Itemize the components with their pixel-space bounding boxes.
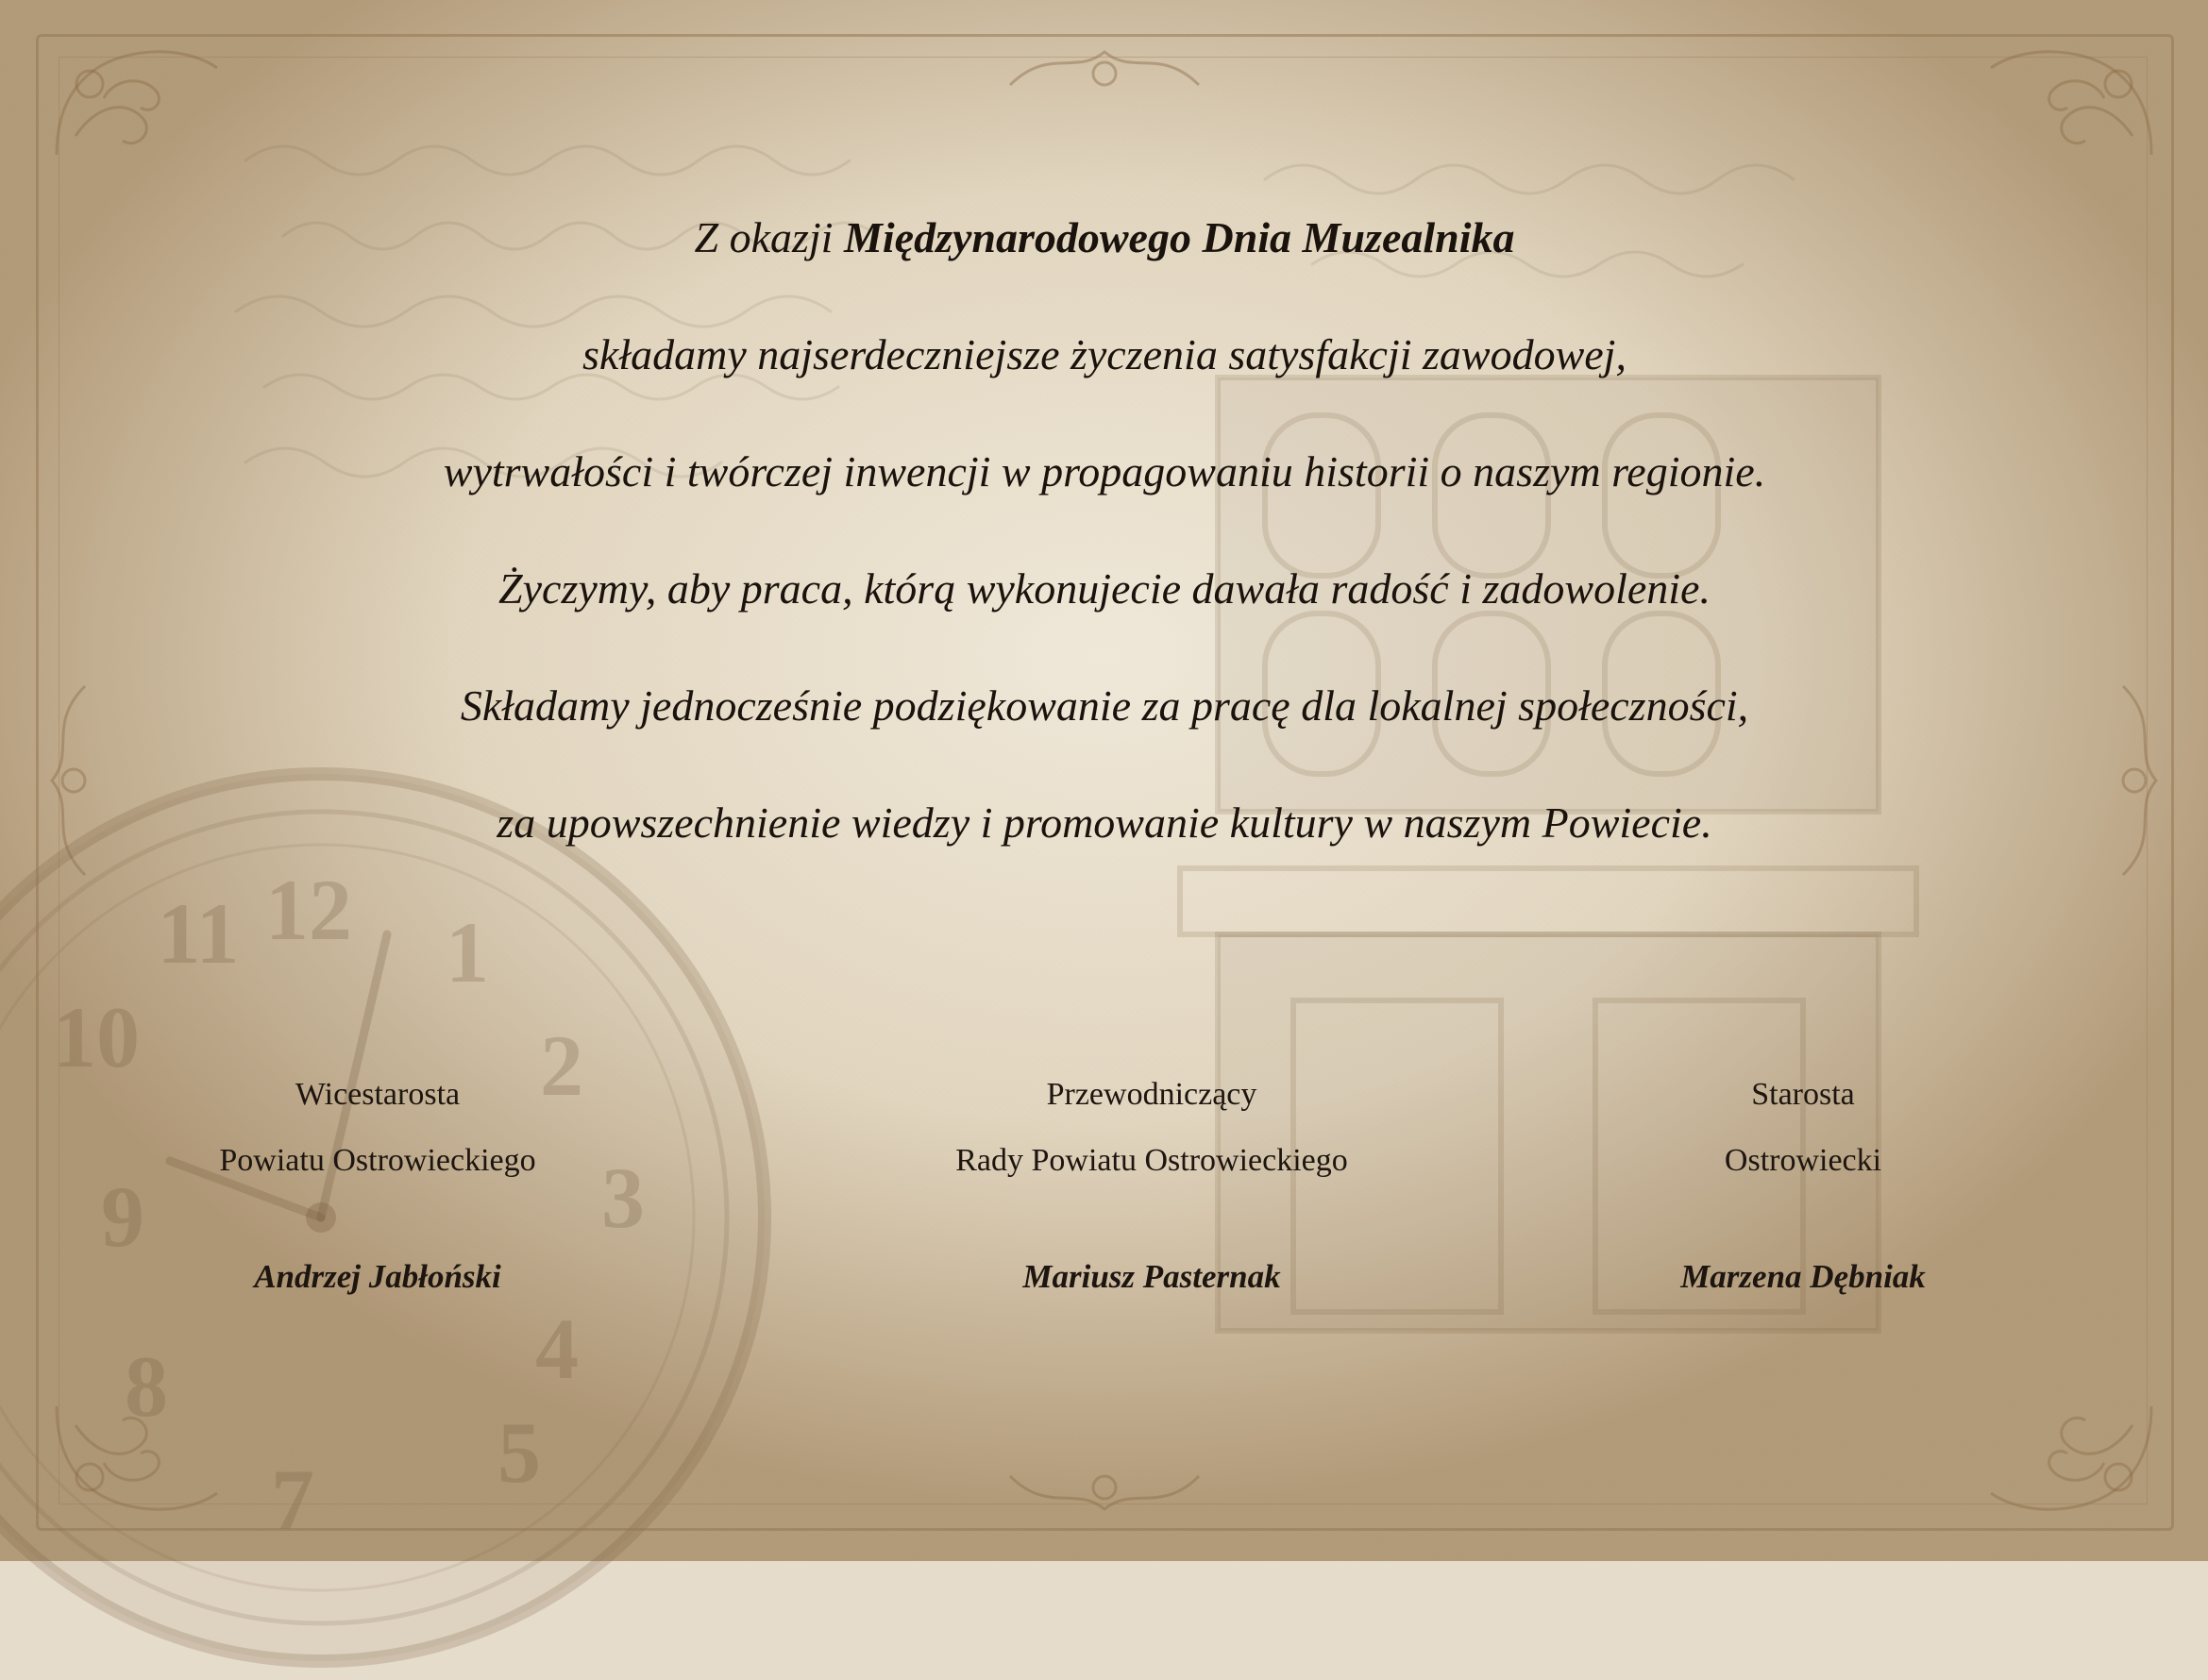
- signatory-name: Andrzej Jabłoński: [254, 1258, 501, 1295]
- bottom-ornament-icon: [1001, 1457, 1208, 1523]
- corner-ornament-icon: [1981, 1397, 2161, 1520]
- greeting-line-5: Składamy jednocześnie podziękowanie za pracę dla lokalnej społeczności,: [460, 681, 1749, 730]
- clock-numeral: 10: [53, 989, 140, 1085]
- signature-block-vice-starost: [170, 1062, 585, 1296]
- clock-numeral: 2: [540, 1017, 583, 1114]
- clock-numeral: 5: [497, 1404, 541, 1501]
- signatory-name: Marzena Dębniak: [1680, 1258, 1926, 1295]
- clock-numeral: 4: [535, 1301, 579, 1397]
- signature-block-starost: [1624, 1062, 1982, 1296]
- greeting-line-3: wytrwałości i twórczej inwencji w propagowaniu historii o naszym regionie.: [443, 447, 1766, 496]
- clock-numeral: 11: [157, 885, 240, 982]
- signatory-title: Przewodniczący: [1046, 1077, 1257, 1112]
- signature-block-council-chair: [897, 1062, 1407, 1296]
- greeting-text: [160, 179, 2048, 882]
- corner-ornament-icon: [47, 42, 227, 164]
- signatory-title: Wicestarosta: [295, 1077, 461, 1112]
- signatory-office: Powiatu Ostrowieckiego: [219, 1143, 536, 1178]
- top-ornament-icon: [1001, 38, 1208, 104]
- signatory-office: Rady Powiatu Ostrowieckiego: [955, 1143, 1348, 1178]
- clock-numeral: 12: [265, 862, 352, 958]
- clock-numeral: 8: [125, 1338, 168, 1435]
- clock-numeral: 7: [271, 1452, 314, 1548]
- signatory-title: Starosta: [1751, 1077, 1855, 1112]
- greeting-line-6: za upowszechnienie wiedzy i promowanie kultury w naszym Powiecie.: [497, 798, 1712, 847]
- clock-numeral: 3: [601, 1150, 645, 1246]
- corner-ornament-icon: [47, 1397, 227, 1520]
- signatory-office: Ostrowiecki: [1724, 1143, 1882, 1178]
- occasion-name: Międzynarodowego Dnia Muzealnika: [843, 213, 1515, 261]
- signatory-name: Mariusz Pasternak: [1022, 1258, 1281, 1295]
- side-ornament-icon: [38, 677, 104, 884]
- greeting-line-1: [160, 179, 2048, 296]
- greeting-line-4: Życzymy, aby praca, którą wykonujecie dawała radość i zadowolenie.: [498, 564, 1711, 613]
- corner-ornament-icon: [1981, 42, 2161, 164]
- greeting-prefix: Z okazji: [694, 213, 844, 261]
- clock-numeral: 9: [101, 1168, 144, 1265]
- side-ornament-icon: [2104, 677, 2170, 884]
- greeting-line-2: składamy najserdeczniejsze życzenia satysfakcji zawodowej,: [582, 330, 1627, 378]
- clock-numeral: 1: [446, 904, 489, 1000]
